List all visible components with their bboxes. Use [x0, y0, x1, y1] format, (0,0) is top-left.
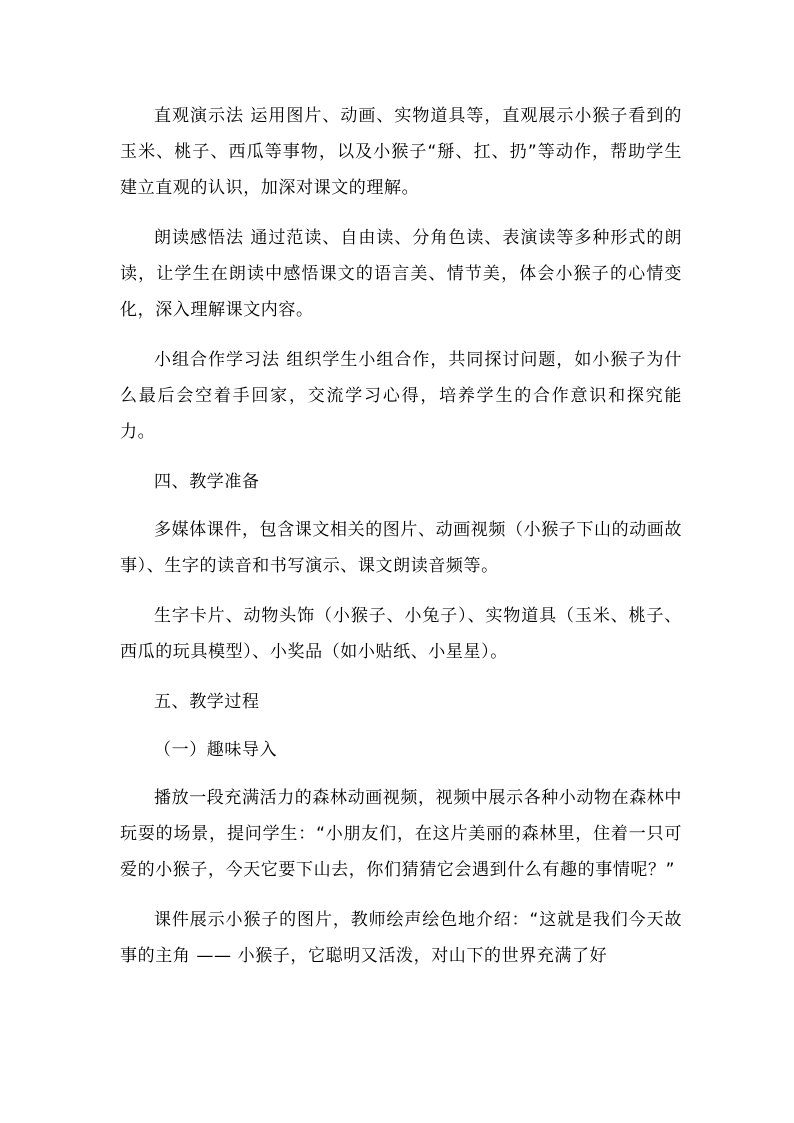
method-description: 运用图片、动画、实物道具等，直观展示小猴子看到的玉米、桃子、西瓜等事物，以及小猴子“掰、扛、扔”等动作，帮助学生建立直观的认识，加深对课文的理解。 — [120, 106, 682, 198]
subsection-heading-intro: （一）趣味导入 — [154, 740, 278, 760]
paragraph-prep-multimedia: 多媒体课件，包含课文相关的图片、动画视频（小猴子下山的动画故事）、生字的读音和书写演示、课文朗读音频等。 — [120, 520, 682, 576]
document-body — [120, 98, 682, 988]
paragraph-method-visual — [120, 98, 682, 206]
method-description: 组织学生小组合作，共同探讨问题，如小猴子为什么最后会空着手回家，交流学习心得，培养学生的合作意识和探究能力。 — [120, 350, 682, 442]
section-heading-preparation: 四、教学准备 — [154, 472, 260, 492]
method-term: 朗读感悟法 — [154, 228, 244, 248]
section-heading-process: 五、教学过程 — [154, 692, 260, 712]
method-term: 直观演示法 — [154, 106, 244, 126]
paragraph-method-reading — [120, 220, 682, 328]
paragraph-method-group — [120, 342, 682, 450]
method-description: 通过范读、自由读、分角色读、表演读等多种形式的朗读，让学生在朗读中感悟课文的语言美、情节美，体会小猴子的心情变化，深入理解课文内容。 — [120, 228, 682, 320]
paragraph-intro-video: 播放一段充满活力的森林动画视频，视频中展示各种小动物在森林中玩耍的场景，提问学生：“小朋友们，在这片美丽的森林里，住着一只可爱的小猴子，今天它要下山去，你们猜猜它会遇到什么有趣的事情呢？” — [120, 788, 682, 880]
paragraph-prep-materials: 生字卡片、动物头饰（小猴子、小兔子）、实物道具（玉米、桃子、西瓜的玩具模型）、小奖品（如小贴纸、小星星）。 — [120, 606, 682, 662]
paragraph-intro-monkey: 课件展示小猴子的图片，教师绘声绘色地介绍：“这就是我们今天故事的主角 —— 小猴子，它聪明又活泼，对山下的世界充满了好 — [120, 910, 682, 966]
method-term: 小组合作学习法 — [154, 350, 280, 370]
